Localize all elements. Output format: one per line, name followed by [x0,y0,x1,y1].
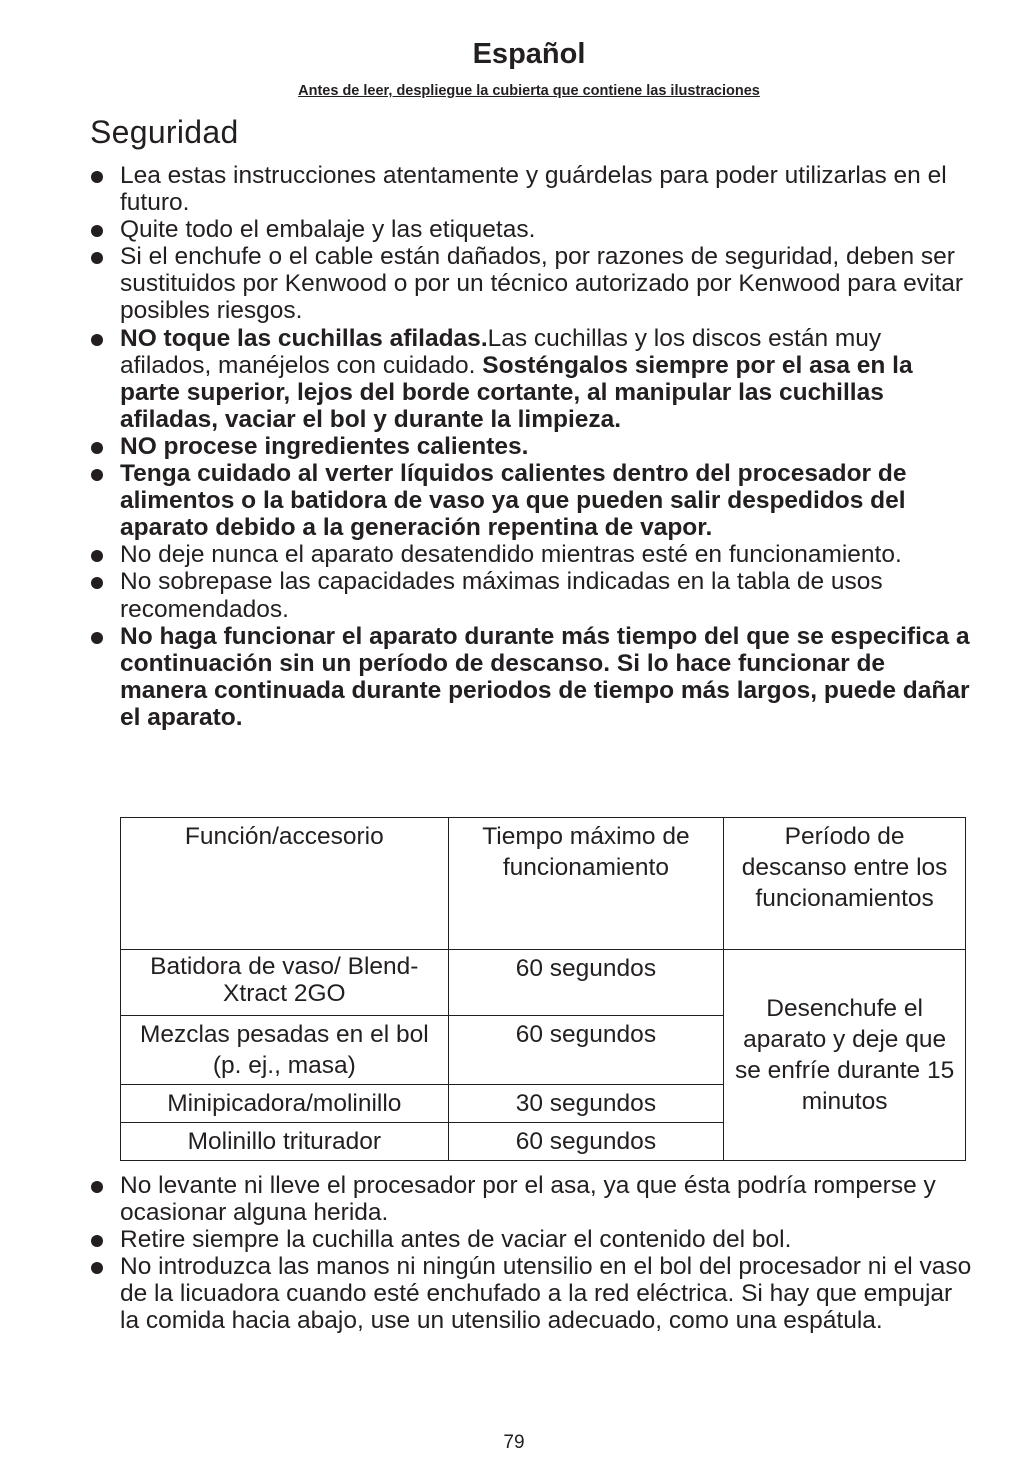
table-cell-max-time: 60 segundos [448,950,724,1016]
list-item [88,1226,973,1253]
bullet-icon [91,252,103,264]
list-item [88,216,973,243]
list-item [88,325,973,433]
item-text: No introduzca las manos ni ningún utensilio en el bol del procesador ni el vaso de la licuadora cuando esté enchufado a la red eléctrica. Si hay que empujar la comida hacia abajo, use un utensilio adecuado, como una espátula. [120,1253,972,1335]
usage-time-table [120,817,966,1161]
item-text: No levante ni lleve el procesador por el asa, ya que ésta podría romperse y ocasionar alguna herida. [120,1172,936,1227]
item-text: Lea estas instrucciones atentamente y guárdelas para poder utilizarlas en el futuro. [120,162,947,217]
bullet-icon [91,1235,103,1247]
safety-list [88,162,973,731]
table-cell-max-time: 60 segundos [448,1123,724,1161]
safety-list-continued [88,1172,973,1335]
bullet-icon [91,1262,103,1274]
item-bold-lead: Tenga cuidado al verter líquidos calientes dentro del procesador de alimentos o la batidora de vaso ya que pueden salir despedidos del aparato debido a la generación repentina de vapor. [120,460,907,542]
item-bold-tail: Sosténgalos siempre por el asa en la parte superior, lejos del borde cortante, al manipular las cuchillas afiladas, vaciar el bol y durante la limpieza. [120,351,913,433]
list-item [88,243,973,324]
list-item [88,1253,973,1334]
item-text: No sobrepase las capacidades máximas indicadas en la tabla de usos recomendados. [120,568,883,623]
item-text: Quite todo el embalaje y las etiquetas. [120,216,536,244]
table-cell-function: Batidora de vaso/ Blend-Xtract 2GO [121,950,449,1016]
instruction-note: Antes de leer, despliegue la cubierta que contiene las ilustraciones [298,83,760,99]
table-cell-function: Molinillo triturador [121,1123,449,1161]
bullet-icon [91,577,103,589]
item-bold-lead: NO procese ingredientes calientes. [120,432,529,460]
table-row [121,950,966,1016]
table-header-max-time: Tiempo máximo de funcionamiento [448,818,724,950]
bullet-icon [91,469,103,481]
bullet-icon [91,334,103,346]
item-bold-lead: No haga funcionar el aparato durante más tiempo del que se especifica a continuación sin un período de descanso. Si lo hace funcionar de manera continuada durante periodos de tiempo más largos, puede dañar el aparato. [120,622,970,731]
table-cell-max-time: 60 segundos [448,1016,724,1085]
bullet-icon [91,1181,103,1193]
table-header-row [121,818,966,950]
item-text: Las cuchillas y los discos están muy afilados, manéjelos con cuidado. [120,324,882,379]
language-heading: Español [472,38,586,70]
bullet-icon [91,442,103,454]
page-number: 79 [503,1432,525,1453]
bullet-icon [91,632,103,644]
bullet-icon [91,550,103,562]
table-cell-function: Mezclas pesadas en el bol (p. ej., masa) [121,1016,449,1085]
table-header-function: Función/accesorio [121,818,449,950]
item-text: Retire siempre la cuchilla antes de vaciar el contenido del bol. [120,1226,792,1254]
list-item [88,541,973,568]
item-text: No deje nunca el aparato desatendido mientras esté en funcionamiento. [120,541,902,569]
table-cell-function: Minipicadora/molinillo [121,1085,449,1123]
list-item [88,1172,973,1226]
section-title: Seguridad [90,114,239,150]
item-bold-lead: NO toque las cuchillas afiladas. [120,324,488,352]
table-header-rest-period: Período de descanso entre los funcionamientos [724,818,966,950]
list-item [88,623,973,731]
table-cell-rest-period: Desenchufe el aparato y deje que se enfríe durante 15 minutos [724,950,966,1161]
item-text: Si el enchufe o el cable están dañados, por razones de seguridad, deben ser sustituidos por Kenwood o por un técnico autorizado por Kenwood para evitar posibles riesgos. [120,243,964,325]
list-item [88,460,973,541]
bullet-icon [91,171,103,183]
table-cell-max-time: 30 segundos [448,1085,724,1123]
list-item [88,433,973,460]
bullet-icon [91,225,103,237]
list-item [88,162,973,216]
list-item [88,568,973,622]
